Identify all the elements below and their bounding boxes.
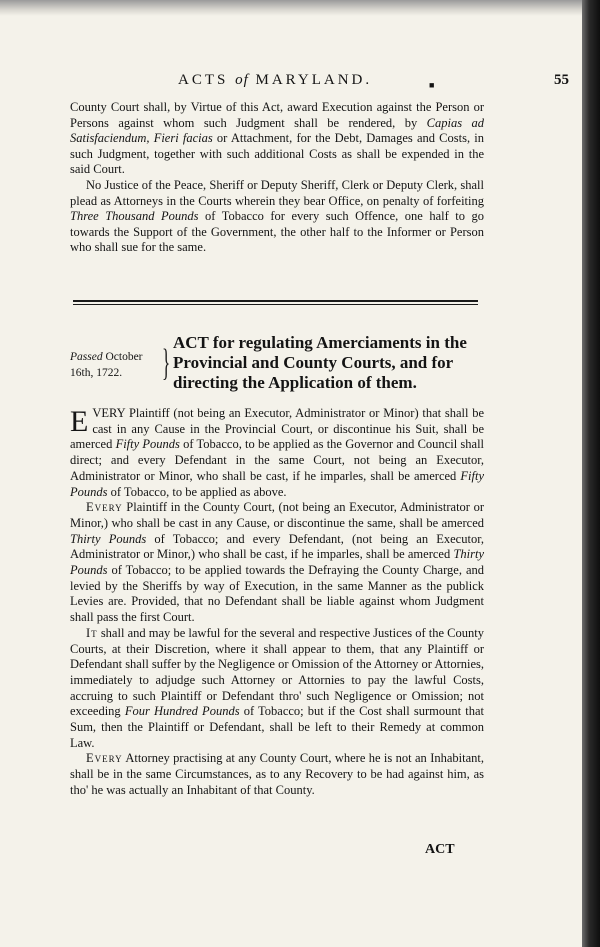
text-run: County Court shall, by Virtue of this Act, award Execution against the Person or Persons against whom such Judgment shall be rendered, by [70,100,484,130]
text-run: of Tobacco; to be applied towards the Defraying the County Charge, and levied by the Sheriffs by way of Execution, in the same Manner as the publick Levies are. Provided, that no Defendant shall be liable against whom Judgment shall pass the first Court. [70,563,484,625]
page-top-shadow [0,0,582,16]
italic-run: Fifty Pounds [115,437,180,452]
text-run: Plaintiff in the County Court, (not being an Executor, Administrator or Minor,) who shall be cast in any Cause, or discontinue the same, shall be amerced [70,500,484,530]
italic-run: Fifty Pounds [70,468,484,499]
act-paragraph-3 [70,626,484,752]
brace-glyph: } [162,342,171,384]
act-paragraph-1 [70,406,484,500]
italic-run: Thirty Pounds [70,531,147,546]
italic-run: Four Hundred Pounds [124,704,240,719]
text-run: of Tobacco, to be applied as above. [107,484,287,499]
passed-date-note: Passed October 16th, 1722. [70,351,143,379]
small-caps-run: It [86,625,98,640]
text-run: shall and may be lawful for the several and respective Justices of the County Courts, at their Discretion, where it shall appear to them, that any Plaintiff or Defendant shall suffer by the Negligence or Omission of the Attorney or Attornies, immediately to adjudge such Attorney or Attornies to pay the lawful Costs, accruing to such Plaintiff or Defendant thro' such Negligence or Omission; not exceeding [70,625,484,719]
small-caps-run: Every [86,751,123,766]
continued-text [70,100,484,256]
running-title: ACTS of MARYLAND. [178,72,373,88]
page-edge-shadow [582,0,600,947]
act-paragraph-2 [70,500,484,626]
section-divider [73,300,478,302]
small-caps-run: Every [86,500,123,515]
italic-run: Three Thousand Pounds [70,209,199,224]
text-run: of Tobacco for every such Offence, one half to go towards the Support of the Government, the other half to the Informer or Person who shall sue for the same. [70,209,484,255]
text-run: of Tobacco; and every Defendant, (not being an Executor, Administrator or Minor,) who shall be cast, if he imparles, shall be amerced [70,531,484,562]
printer-ornament: ■ [429,80,435,90]
drop-cap: E [70,405,89,438]
act-paragraph-4 [70,751,484,798]
justice-paragraph [70,178,484,256]
act-body [70,406,484,799]
text-run: or Attachment, for the Debt, Damages and Costs, in such Judgment, together with such additional Costs as shall be expended in the said Court. [70,131,485,177]
catchword: ACT [425,842,455,857]
page-number: 55 [554,72,569,88]
text-run: No Justice of the Peace, Sheriff or Deputy Sheriff, Clerk or Deputy Clerk, shall plead as Attorneys in the Courts wherein they bear Office, on penalty of forfeiting [70,177,484,208]
act-title: ACT for regulating Amerciaments in the Provincial and County Courts, and for directing the Application of them. [173,333,467,392]
text-run: of Tobacco; but if the Cost shall surmount that Sum, then the Plaintiff or Defendant, shall be left to their Remedy at common Law. [70,704,484,750]
running-head [0,72,582,94]
section-divider-thin [73,304,478,305]
continued-paragraph [70,100,484,178]
italic-run: Thirty Pounds [70,547,484,578]
text-run: of Tobacco, to be applied as the Governor and Council shall direct; and every Defendant in the same Court, not being an Executor, Administrator or Minor, who shall be cast, if he imparles, shall be amerced [70,437,485,483]
text-run: VERY Plaintiff (not being an Executor, Administrator or Minor) that shall be cast in any Cause in the Provincial Court, or discontinue his Suit, shall be amerced [70,406,484,452]
italic-run: Capias ad Satisfaciendum, Fieri facias [70,115,484,146]
text-run: Attorney practising at any County Court, where he is not an Inhabitant, shall be in the same Circumstances, as to any Recovery to be had against him, as tho' he was actually an Inhabitant of that County. [70,751,484,797]
